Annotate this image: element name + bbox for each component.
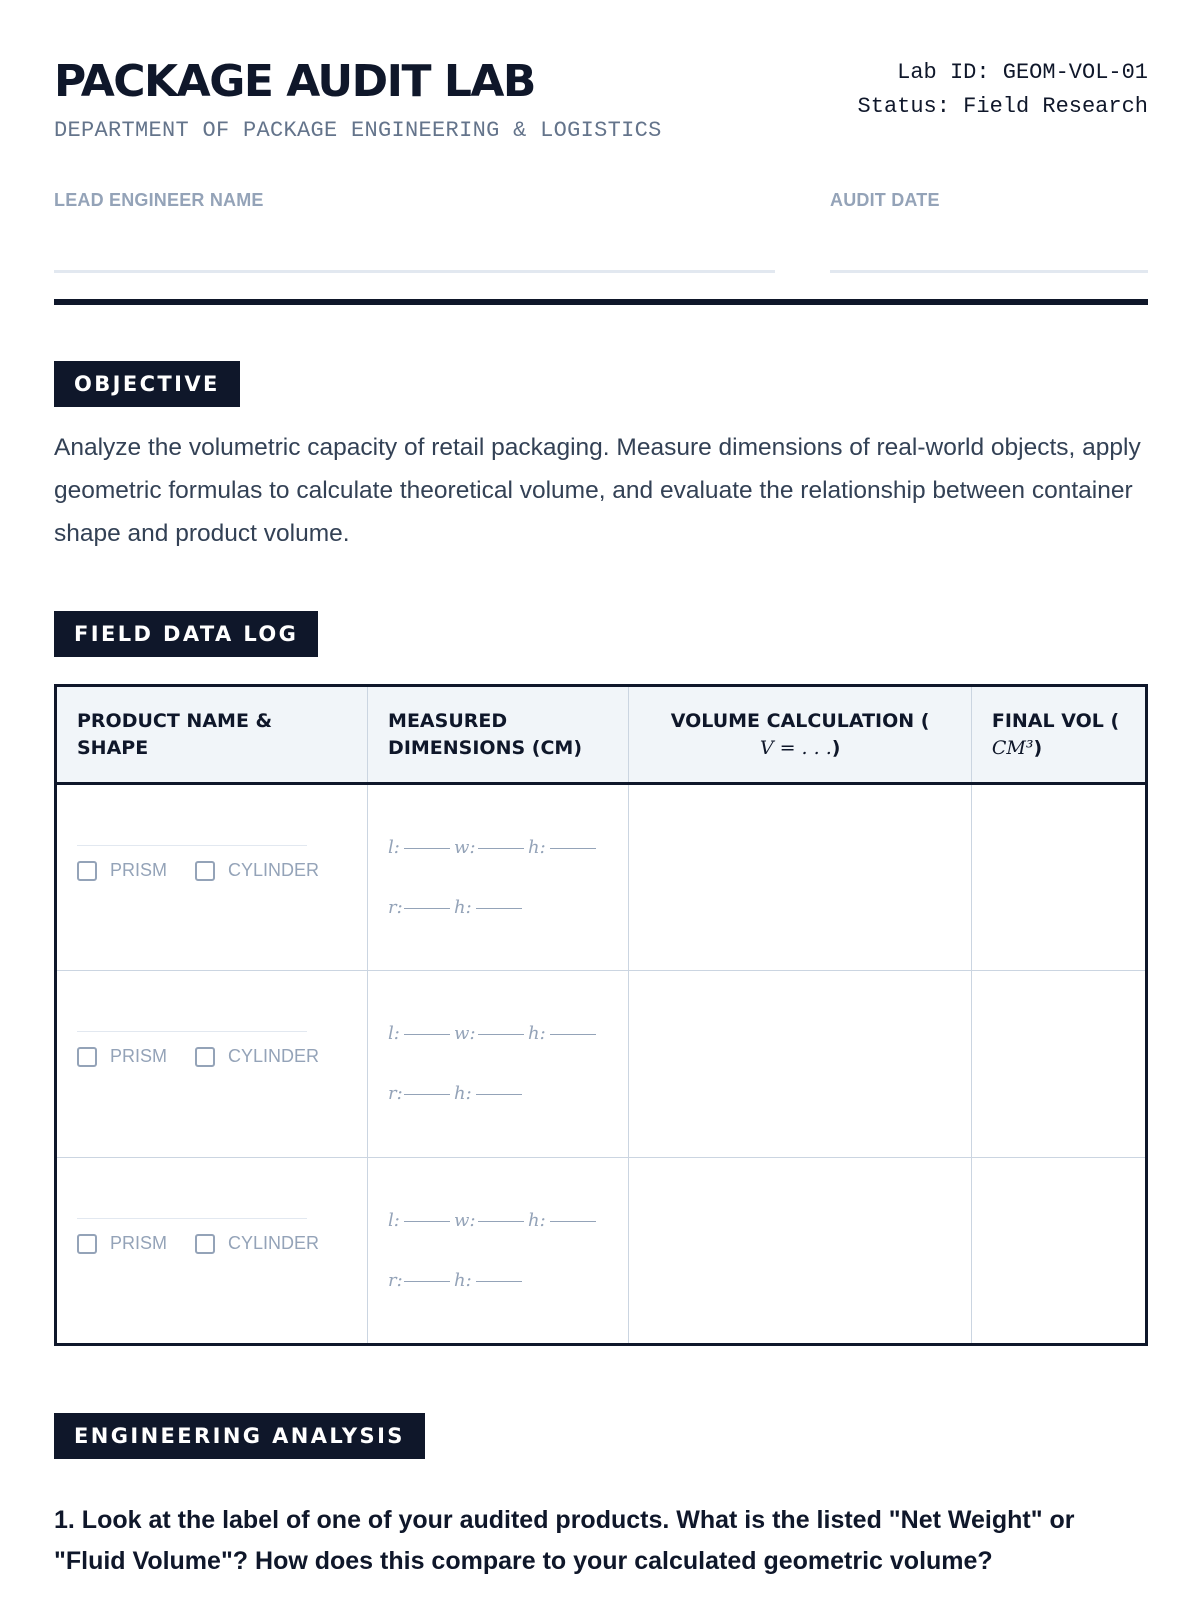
length-label: l:: [388, 1023, 400, 1044]
product-cell[interactable]: [56, 1158, 368, 1345]
cylinder-dims-row: [388, 1083, 608, 1103]
cylinder-dims-row: [388, 1270, 608, 1290]
radius-blank[interactable]: [404, 1270, 450, 1282]
volume-calculation-cell[interactable]: [629, 971, 971, 1158]
radius-blank[interactable]: [404, 1083, 450, 1095]
lab-status: Status: Field Research: [857, 94, 1148, 119]
shape-option-prism[interactable]: [77, 860, 167, 881]
length-label: l:: [388, 837, 400, 858]
cylinder-label: CYLINDER: [228, 860, 320, 880]
radius-blank[interactable]: [404, 897, 450, 909]
shape-option-cylinder[interactable]: [195, 860, 319, 881]
page-title: PACKAGE AUDIT LAB: [54, 56, 535, 107]
width-blank[interactable]: [478, 1023, 524, 1035]
product-name-line[interactable]: [77, 845, 307, 846]
shape-options: [77, 860, 347, 881]
header-divider: [54, 299, 1148, 305]
height-blank[interactable]: [550, 837, 596, 849]
page-header: [54, 52, 1148, 152]
length-blank[interactable]: [404, 837, 450, 849]
height-blank[interactable]: [476, 1270, 522, 1282]
product-name-line[interactable]: [77, 1031, 307, 1032]
height-label: h:: [528, 1210, 546, 1231]
final-volume-cell[interactable]: [971, 971, 1146, 1158]
cylinder-checkbox[interactable]: [195, 861, 215, 881]
prism-checkbox[interactable]: [77, 861, 97, 881]
product-name-line[interactable]: [77, 1218, 307, 1219]
column-final-volume: [971, 686, 1146, 784]
column-product-line1: PRODUCT NAME &: [77, 709, 273, 732]
column-dimensions: [368, 686, 629, 784]
cylinder-dims-row: [388, 897, 608, 917]
height-blank[interactable]: [476, 897, 522, 909]
column-final-line1: FINAL VOL (: [991, 709, 1120, 732]
prism-dims-row: [388, 1210, 608, 1230]
shape-option-prism[interactable]: [77, 1046, 167, 1067]
prism-checkbox[interactable]: [77, 1234, 97, 1254]
cylinder-checkbox[interactable]: [195, 1047, 215, 1067]
prism-label: PRISM: [110, 860, 168, 880]
column-product-line2: SHAPE: [77, 736, 149, 759]
height-blank[interactable]: [476, 1083, 522, 1095]
prism-dims-row: [388, 837, 608, 857]
column-volume-calculation: [629, 686, 971, 784]
width-label: w:: [454, 837, 476, 858]
radius-label: r:: [388, 1270, 403, 1291]
table-header-row: [56, 686, 1147, 784]
shape-option-prism[interactable]: [77, 1233, 167, 1254]
field-data-table: [54, 684, 1148, 1346]
table-row: [56, 1158, 1147, 1345]
width-blank[interactable]: [478, 837, 524, 849]
product-cell[interactable]: [56, 971, 368, 1158]
final-volume-cell[interactable]: [971, 1158, 1146, 1345]
width-label: w:: [454, 1023, 476, 1044]
prism-label: PRISM: [110, 1233, 168, 1253]
column-dimensions-line2: DIMENSIONS (CM): [388, 736, 582, 759]
table-row: [56, 784, 1147, 971]
width-blank[interactable]: [478, 1210, 524, 1222]
height-label: h:: [454, 897, 472, 918]
department-subtitle: DEPARTMENT OF PACKAGE ENGINEERING & LOGISTICS: [54, 118, 662, 143]
length-blank[interactable]: [404, 1210, 450, 1222]
engineer-name-label: LEAD ENGINEER NAME: [54, 190, 264, 210]
cylinder-label: CYLINDER: [228, 1046, 320, 1066]
column-final-close: ): [1033, 736, 1043, 759]
engineering-analysis-tag: ENGINEERING ANALYSIS: [54, 1413, 425, 1459]
final-volume-cell[interactable]: [971, 784, 1146, 971]
lab-meta: [858, 56, 1148, 124]
audit-date-label: AUDIT DATE: [830, 190, 940, 210]
height-label: h:: [528, 837, 546, 858]
shape-option-cylinder[interactable]: [195, 1046, 319, 1067]
product-cell[interactable]: [56, 784, 368, 971]
height-label: h:: [454, 1083, 472, 1104]
column-calc-line1: VOLUME CALCULATION (: [670, 709, 930, 732]
shape-options: [77, 1233, 347, 1254]
objective-text: Analyze the volumetric capacity of retail packaging. Measure dimensions of real-world objects, apply geometric formulas to calculate theoretical volume, and evaluate the relationship between container shape and product volume.: [54, 434, 1141, 547]
table-row: [56, 971, 1147, 1158]
width-label: w:: [454, 1210, 476, 1231]
column-calc-formula: V = . . .: [759, 736, 832, 759]
prism-checkbox[interactable]: [77, 1047, 97, 1067]
field-data-log-tag: FIELD DATA LOG: [54, 611, 318, 657]
column-final-unit: CM³: [991, 736, 1034, 759]
cylinder-checkbox[interactable]: [195, 1234, 215, 1254]
dimensions-cell[interactable]: [368, 971, 629, 1158]
dimensions-cell[interactable]: [368, 784, 629, 971]
height-blank[interactable]: [550, 1023, 596, 1035]
shape-options: [77, 1046, 347, 1067]
prism-label: PRISM: [110, 1046, 168, 1066]
objective-tag: OBJECTIVE: [54, 361, 240, 407]
height-label: h:: [528, 1023, 546, 1044]
analysis-question-1: 1. Look at the label of one of your audited products. What is the listed "Net Weight" or "Fluid Volume"? How does this compare to your calculated geometric volume?: [54, 1506, 1075, 1575]
height-blank[interactable]: [550, 1210, 596, 1222]
shape-option-cylinder[interactable]: [195, 1233, 319, 1254]
prism-dims-row: [388, 1023, 608, 1043]
column-dimensions-line1: MEASURED: [388, 709, 508, 732]
height-label: h:: [454, 1270, 472, 1291]
radius-label: r:: [388, 897, 403, 918]
cylinder-label: CYLINDER: [228, 1233, 320, 1253]
length-label: l:: [388, 1210, 400, 1231]
dimensions-cell[interactable]: [368, 1158, 629, 1345]
length-blank[interactable]: [404, 1023, 450, 1035]
column-product: [56, 686, 368, 784]
volume-calculation-cell[interactable]: [629, 784, 971, 971]
audit-date-field[interactable]: [830, 270, 1148, 273]
column-calc-close: ): [831, 736, 841, 759]
volume-calculation-cell[interactable]: [629, 1158, 971, 1345]
engineer-name-field[interactable]: [54, 270, 775, 273]
radius-label: r:: [388, 1083, 403, 1104]
lab-id: Lab ID: GEOM-VOL-01: [897, 60, 1148, 85]
